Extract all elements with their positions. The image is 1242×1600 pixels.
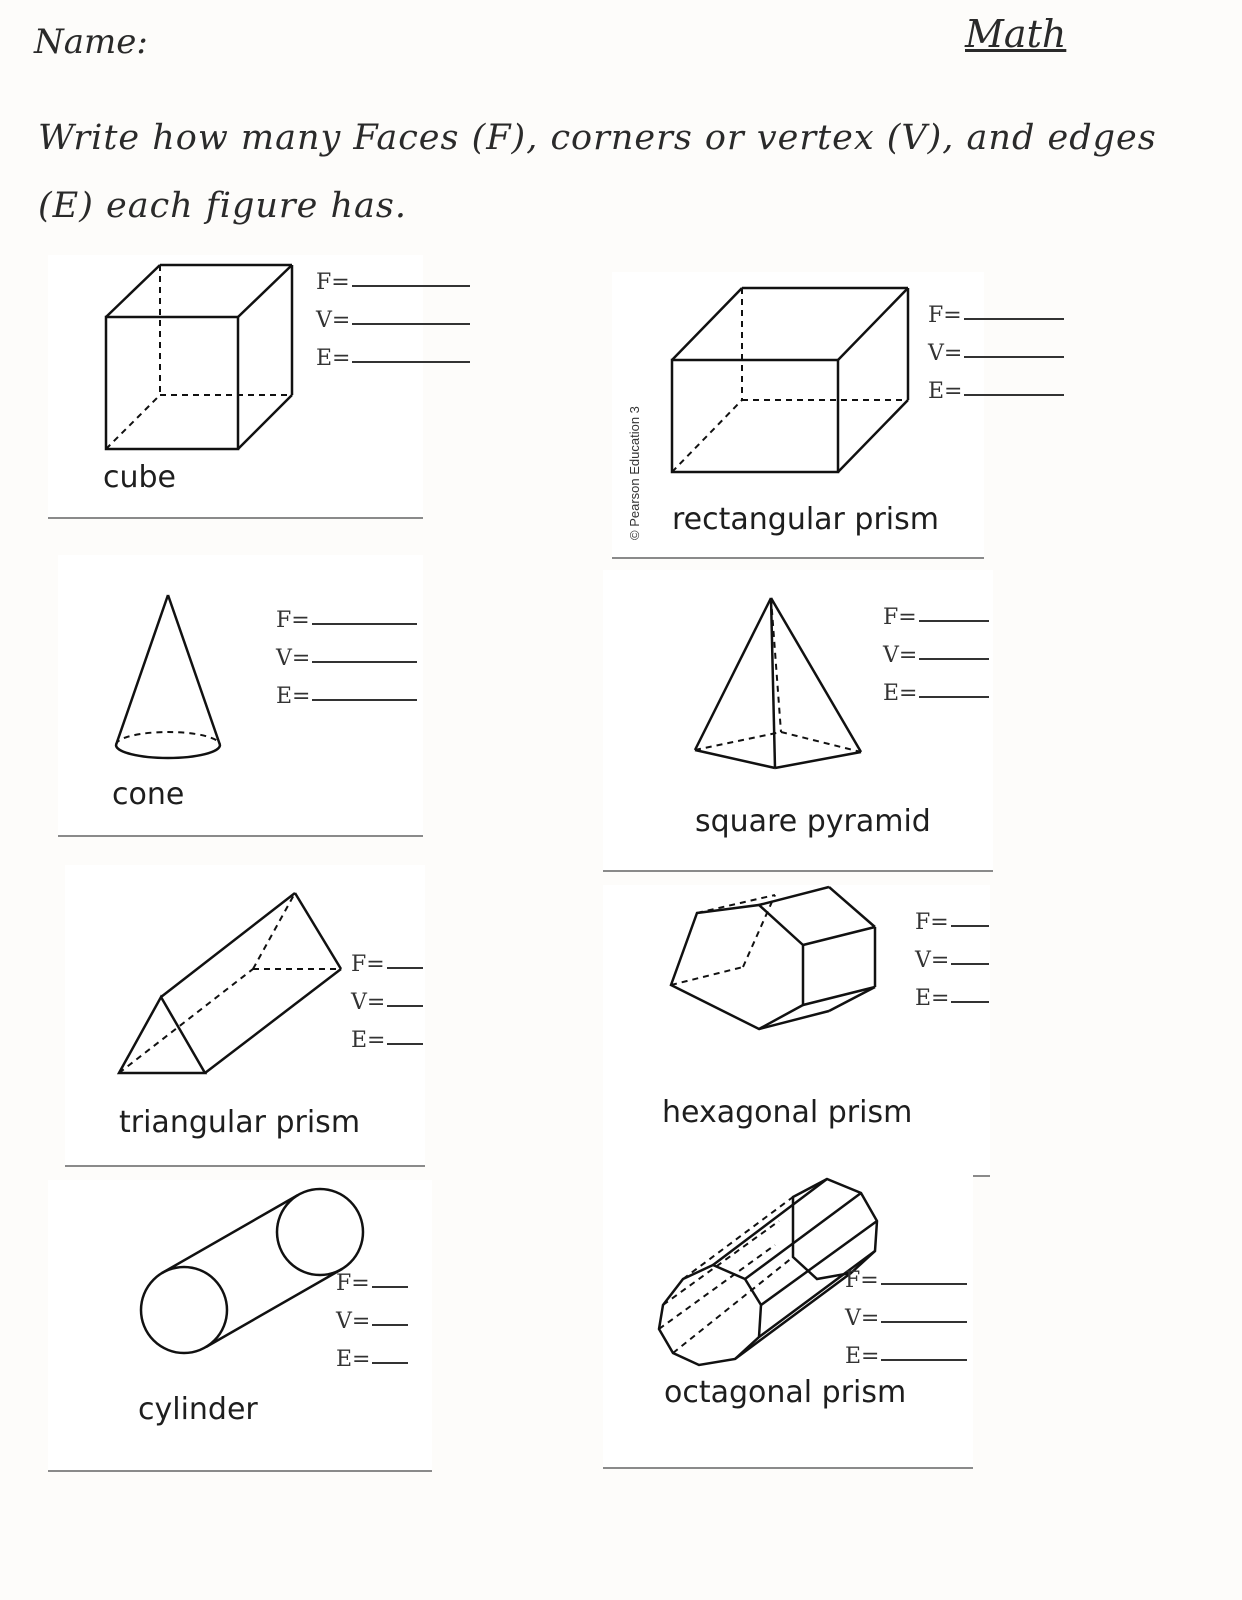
card-hexagonal-prism	[603, 885, 990, 1177]
vertices-label: V=	[276, 646, 311, 671]
faces-label: F=	[351, 952, 385, 977]
answers-cube	[316, 257, 470, 371]
answers-square-pyramid	[883, 592, 989, 706]
answers-triangular-prism	[351, 939, 423, 1053]
edges-answer-blank[interactable]	[352, 361, 470, 363]
edges-label: E=	[928, 379, 963, 404]
edges-label: E=	[915, 986, 950, 1011]
answers-hexagonal-prism	[915, 897, 989, 1011]
faces-label: F=	[316, 270, 350, 295]
shape-name-cube: cube	[103, 460, 177, 495]
vertices-label: V=	[915, 948, 950, 973]
faces-answer-blank[interactable]	[387, 967, 423, 969]
faces-label: F=	[915, 910, 949, 935]
vertices-label: V=	[336, 1309, 371, 1334]
name-label: Name:	[34, 22, 148, 62]
faces-answer-blank[interactable]	[964, 318, 1064, 320]
faces-answer-blank[interactable]	[312, 623, 417, 625]
edges-answer-blank[interactable]	[387, 1043, 423, 1045]
edges-answer-blank[interactable]	[312, 699, 417, 701]
card-square-pyramid	[603, 570, 993, 872]
faces-label: F=	[883, 605, 917, 630]
shape-name-cone: cone	[112, 777, 185, 812]
shape-name-triangular-prism: triangular prism	[119, 1105, 361, 1140]
shape-name-hexagonal-prism: hexagonal prism	[662, 1095, 913, 1130]
edges-answer-blank[interactable]	[919, 696, 989, 698]
vertices-label: V=	[351, 990, 386, 1015]
edges-label: E=	[351, 1028, 386, 1053]
edges-answer-blank[interactable]	[881, 1359, 967, 1361]
answers-cylinder	[336, 1258, 408, 1372]
answers-rectangular-prism	[928, 290, 1064, 404]
edges-answer-blank[interactable]	[964, 394, 1064, 396]
faces-label: F=	[845, 1268, 879, 1293]
card-rectangular-prism	[612, 272, 984, 559]
shape-name-square-pyramid: square pyramid	[695, 804, 931, 839]
answers-cone	[276, 595, 417, 709]
vertices-answer-blank[interactable]	[951, 963, 989, 965]
faces-label: F=	[928, 303, 962, 328]
vertices-label: V=	[845, 1306, 880, 1331]
vertices-label: V=	[316, 308, 351, 333]
vertices-answer-blank[interactable]	[312, 661, 417, 663]
vertices-answer-blank[interactable]	[387, 1005, 423, 1007]
vertices-answer-blank[interactable]	[919, 658, 989, 660]
edges-label: E=	[336, 1347, 371, 1372]
faces-answer-blank[interactable]	[919, 620, 989, 622]
faces-answer-blank[interactable]	[881, 1283, 967, 1285]
edges-answer-blank[interactable]	[372, 1362, 408, 1364]
faces-answer-blank[interactable]	[951, 925, 989, 927]
shape-name-octagonal-prism: octagonal prism	[664, 1375, 907, 1410]
faces-label: F=	[276, 608, 310, 633]
shape-name-rectangular-prism: rectangular prism	[672, 502, 939, 537]
vertices-label: V=	[928, 341, 963, 366]
faces-answer-blank[interactable]	[352, 285, 470, 287]
vertices-answer-blank[interactable]	[352, 323, 470, 325]
edges-label: E=	[883, 681, 918, 706]
vertices-answer-blank[interactable]	[964, 356, 1064, 358]
vertices-answer-blank[interactable]	[372, 1324, 408, 1326]
answers-octagonal-prism	[845, 1255, 967, 1369]
vertices-answer-blank[interactable]	[881, 1321, 967, 1323]
faces-answer-blank[interactable]	[372, 1286, 408, 1288]
card-cube	[48, 255, 423, 519]
copyright-notice: © Pearson Education 3	[627, 406, 642, 540]
faces-label: F=	[336, 1271, 370, 1296]
edges-label: E=	[276, 684, 311, 709]
vertices-label: V=	[883, 643, 918, 668]
card-cone	[58, 555, 423, 837]
edges-label: E=	[316, 346, 351, 371]
subject-title: Math	[965, 12, 1067, 56]
edges-answer-blank[interactable]	[951, 1001, 989, 1003]
card-octagonal-prism	[603, 1175, 973, 1469]
edges-label: E=	[845, 1344, 880, 1369]
card-cylinder	[48, 1180, 432, 1472]
card-triangular-prism	[65, 865, 425, 1167]
shape-name-cylinder: cylinder	[138, 1392, 258, 1427]
instructions: Write how many Faces (F), corners or vertex (V), and edges (E) each figure has.	[38, 118, 1157, 226]
